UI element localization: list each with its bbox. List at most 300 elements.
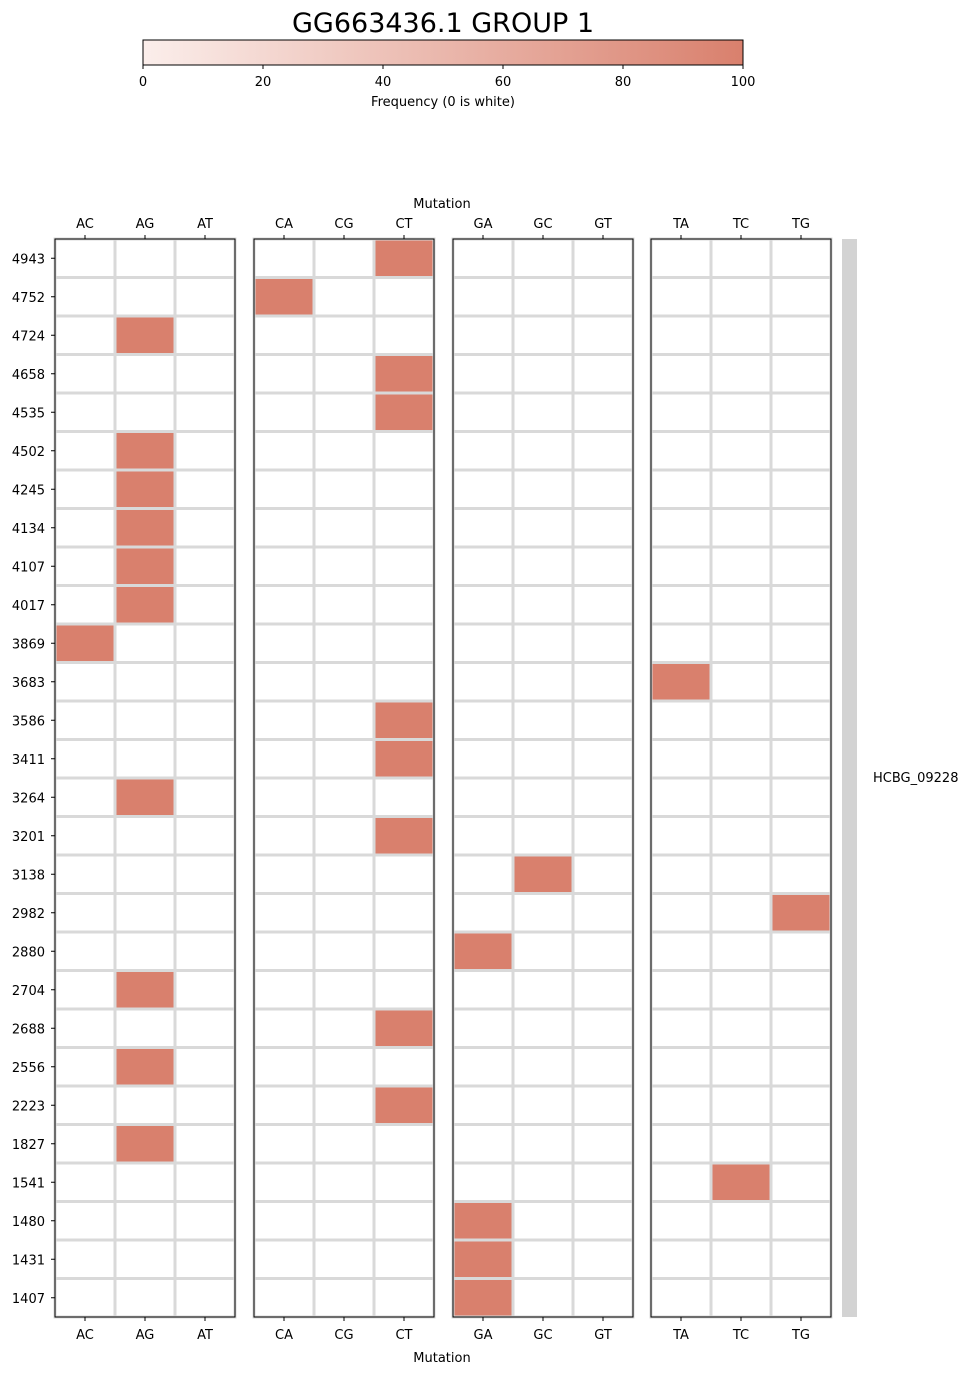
heatmap-cell <box>254 432 314 471</box>
heatmap-cell <box>651 355 711 394</box>
heatmap-cell <box>651 278 711 317</box>
column-label-top: AT <box>197 217 213 232</box>
heatmap-cell <box>453 701 513 740</box>
heatmap-cell <box>453 278 513 317</box>
heatmap-cell <box>453 1202 513 1241</box>
heatmap-cell <box>513 470 573 509</box>
heatmap-cell <box>175 470 235 509</box>
heatmap-cell <box>573 239 633 278</box>
row-label: 4107 <box>11 560 45 576</box>
heatmap-cell <box>254 971 314 1010</box>
heatmap-cell <box>771 470 831 509</box>
row-label: 4658 <box>11 367 45 383</box>
heatmap-cell <box>254 278 314 317</box>
heatmap-cell <box>711 1009 771 1048</box>
heatmap-cell <box>453 355 513 394</box>
heatmap-cell <box>453 470 513 509</box>
heatmap-cell <box>175 547 235 586</box>
heatmap-cell <box>55 932 115 971</box>
heatmap-cell <box>314 393 374 432</box>
column-label-bottom: CG <box>334 1328 354 1343</box>
column-label-bottom: AT <box>197 1328 213 1343</box>
heatmap-cell <box>453 1086 513 1125</box>
heatmap-cell <box>771 278 831 317</box>
heatmap-cell <box>175 316 235 355</box>
heatmap-cell <box>771 701 831 740</box>
column-label-top: AC <box>76 217 94 232</box>
heatmap-cell <box>115 1240 175 1279</box>
heatmap-cell <box>513 316 573 355</box>
heatmap-cell <box>115 1125 175 1164</box>
heatmap-cell <box>115 778 175 817</box>
heatmap-cell <box>55 278 115 317</box>
heatmap-cell <box>771 316 831 355</box>
heatmap-cell <box>513 932 573 971</box>
heatmap-cell <box>374 278 434 317</box>
heatmap-panel <box>651 217 831 1343</box>
heatmap-cell <box>513 778 573 817</box>
heatmap-cell <box>711 470 771 509</box>
heatmap-cell <box>513 1279 573 1318</box>
heatmap-cell <box>573 817 633 856</box>
heatmap-cell <box>513 1163 573 1202</box>
heatmap-cell <box>513 586 573 625</box>
heatmap-cell <box>513 701 573 740</box>
colorbar-ticks <box>139 65 756 90</box>
colorbar-tick-label: 60 <box>494 75 512 90</box>
heatmap-cell <box>314 1048 374 1087</box>
heatmap-cell <box>453 778 513 817</box>
heatmap-cell <box>453 663 513 702</box>
heatmap-cell <box>711 547 771 586</box>
heatmap-cell <box>314 316 374 355</box>
heatmap-cell <box>513 1202 573 1241</box>
heatmap-cell <box>513 1086 573 1125</box>
heatmap-cell <box>55 547 115 586</box>
heatmap-cell <box>55 1125 115 1164</box>
heatmap-cell <box>115 1279 175 1318</box>
column-label-top: GT <box>594 217 612 232</box>
heatmap-cell <box>254 1163 314 1202</box>
heatmap-cell <box>651 817 711 856</box>
heatmap-cell <box>374 1163 434 1202</box>
row-label: 1541 <box>11 1176 45 1192</box>
heatmap-cell <box>254 624 314 663</box>
side-annotation-bar <box>842 239 857 1317</box>
heatmap-cell <box>314 932 374 971</box>
heatmap-cell <box>573 509 633 548</box>
heatmap-cell <box>374 855 434 894</box>
heatmap-cell <box>453 624 513 663</box>
heatmap-cell <box>55 894 115 933</box>
heatmap-cell <box>453 1048 513 1087</box>
column-label-bottom: TC <box>732 1328 750 1343</box>
heatmap-cell <box>651 894 711 933</box>
heatmap-cell <box>55 1009 115 1048</box>
heatmap-cell <box>175 239 235 278</box>
heatmap-cell <box>711 778 771 817</box>
heatmap-cell <box>314 355 374 394</box>
heatmap-cell <box>651 1240 711 1279</box>
heatmap-cell <box>573 470 633 509</box>
heatmap-cell <box>771 432 831 471</box>
heatmap-cell <box>651 547 711 586</box>
heatmap-cell <box>175 393 235 432</box>
heatmap-cell <box>573 1125 633 1164</box>
heatmap-cell <box>453 393 513 432</box>
heatmap-cell <box>771 1163 831 1202</box>
heatmap-cell <box>651 932 711 971</box>
colorbar <box>139 40 756 110</box>
heatmap-cell <box>453 547 513 586</box>
heatmap-cell <box>374 239 434 278</box>
heatmap-cell <box>573 432 633 471</box>
heatmap-cell <box>314 1279 374 1318</box>
heatmap-cell <box>254 1279 314 1318</box>
column-label-bottom: GA <box>473 1328 493 1343</box>
heatmap-cell <box>374 1240 434 1279</box>
heatmap-cell <box>711 1202 771 1241</box>
heatmap-cell <box>513 1009 573 1048</box>
heatmap-cell <box>711 1048 771 1087</box>
heatmap-cell <box>175 1048 235 1087</box>
heatmap-cell <box>115 239 175 278</box>
heatmap-cell <box>573 1240 633 1279</box>
heatmap-cell <box>711 1086 771 1125</box>
heatmap-cell <box>711 663 771 702</box>
heatmap-cell <box>651 1163 711 1202</box>
heatmap-cell <box>573 663 633 702</box>
heatmap-cell <box>573 778 633 817</box>
heatmap-cell <box>771 1125 831 1164</box>
x-axis-label-top: Mutation <box>413 197 471 212</box>
heatmap-cell <box>651 1009 711 1048</box>
heatmap-cell <box>453 1240 513 1279</box>
colorbar-tick-label: 20 <box>254 75 272 90</box>
heatmap-cell <box>115 509 175 548</box>
heatmap-cell <box>374 509 434 548</box>
heatmap-cell <box>711 1240 771 1279</box>
heatmap-cell <box>573 855 633 894</box>
heatmap-cell <box>573 624 633 663</box>
column-label-top: CG <box>334 217 354 232</box>
heatmap-panel <box>453 217 633 1343</box>
heatmap-cell <box>374 701 434 740</box>
heatmap-cell <box>651 432 711 471</box>
heatmap-cell <box>771 932 831 971</box>
heatmap-cell <box>711 1163 771 1202</box>
heatmap-cell <box>374 393 434 432</box>
heatmap-cell <box>771 239 831 278</box>
heatmap-cell <box>254 393 314 432</box>
heatmap-cell <box>513 355 573 394</box>
heatmap-cell <box>175 817 235 856</box>
heatmap-cell <box>55 316 115 355</box>
heatmap-cell <box>115 932 175 971</box>
heatmap-cell <box>573 1086 633 1125</box>
row-label: 4943 <box>11 252 45 268</box>
heatmap-cell <box>573 316 633 355</box>
row-label: 1827 <box>11 1137 45 1153</box>
heatmap-panels <box>55 217 831 1343</box>
column-label-bottom: GT <box>594 1328 612 1343</box>
heatmap-cell <box>254 855 314 894</box>
heatmap-cell <box>771 663 831 702</box>
heatmap-cell <box>453 817 513 856</box>
heatmap-cell <box>651 470 711 509</box>
heatmap-cell <box>374 316 434 355</box>
row-label: 2880 <box>11 945 45 961</box>
column-label-top: GC <box>533 217 553 232</box>
heatmap-cell <box>374 1202 434 1241</box>
heatmap-cell <box>651 971 711 1010</box>
heatmap-cell <box>55 1048 115 1087</box>
row-label: 2688 <box>11 1022 45 1038</box>
heatmap-cell <box>175 740 235 779</box>
heatmap-cell <box>573 971 633 1010</box>
heatmap-cell <box>175 971 235 1010</box>
heatmap-cell <box>651 1086 711 1125</box>
heatmap-cell <box>254 586 314 625</box>
row-label: 1480 <box>11 1214 45 1230</box>
heatmap-cell <box>771 778 831 817</box>
heatmap-cell <box>374 1048 434 1087</box>
heatmap-cell <box>453 894 513 933</box>
heatmap-cell <box>55 1240 115 1279</box>
heatmap-cell <box>55 778 115 817</box>
heatmap-cell <box>513 855 573 894</box>
column-label-bottom: AC <box>76 1328 94 1343</box>
heatmap-cell <box>115 470 175 509</box>
heatmap-cell <box>374 586 434 625</box>
heatmap-cell <box>771 586 831 625</box>
heatmap-cell <box>115 971 175 1010</box>
heatmap-cell <box>175 932 235 971</box>
heatmap-cell <box>254 1009 314 1048</box>
heatmap-cell <box>711 316 771 355</box>
row-label: 4724 <box>11 329 45 345</box>
heatmap-cell <box>453 740 513 779</box>
heatmap-cell <box>175 701 235 740</box>
heatmap-cell <box>711 278 771 317</box>
heatmap-cell <box>573 547 633 586</box>
heatmap-cell <box>453 1279 513 1318</box>
row-label: 4535 <box>11 406 45 422</box>
heatmap-cell <box>771 1086 831 1125</box>
heatmap-cell <box>175 1279 235 1318</box>
heatmap-cell <box>254 1048 314 1087</box>
heatmap-cell <box>374 1009 434 1048</box>
heatmap-cell <box>513 971 573 1010</box>
row-label: 4134 <box>11 521 45 537</box>
heatmap-cell <box>175 586 235 625</box>
heatmap-cell <box>453 316 513 355</box>
heatmap-cell <box>771 1240 831 1279</box>
heatmap-cell <box>374 547 434 586</box>
heatmap-cell <box>314 663 374 702</box>
heatmap-cell <box>314 1125 374 1164</box>
row-label: 3683 <box>11 675 45 691</box>
heatmap-cell <box>453 855 513 894</box>
row-label: 4752 <box>11 290 45 306</box>
heatmap-cell <box>573 1009 633 1048</box>
heatmap-cell <box>513 624 573 663</box>
heatmap-cell <box>374 778 434 817</box>
heatmap-cell <box>55 1086 115 1125</box>
heatmap-cell <box>374 1086 434 1125</box>
heatmap-cell <box>771 1048 831 1087</box>
heatmap-cell <box>513 1048 573 1087</box>
heatmap-cell <box>314 894 374 933</box>
heatmap-cell <box>115 547 175 586</box>
heatmap-cell <box>55 586 115 625</box>
heatmap-cell <box>711 393 771 432</box>
heatmap-cell <box>651 1125 711 1164</box>
heatmap-cell <box>513 894 573 933</box>
chart-title: GG663436.1 GROUP 1 <box>292 8 594 39</box>
heatmap-cell <box>771 855 831 894</box>
heatmap-cell <box>711 1279 771 1318</box>
heatmap-cell <box>254 316 314 355</box>
heatmap-cell <box>771 1009 831 1048</box>
heatmap-cell <box>115 817 175 856</box>
heatmap-cell <box>175 432 235 471</box>
heatmap-cell <box>55 432 115 471</box>
column-label-bottom: AG <box>135 1328 155 1343</box>
heatmap-cell <box>374 740 434 779</box>
heatmap-cell <box>55 855 115 894</box>
colorbar-gradient <box>143 40 743 65</box>
heatmap-cell <box>254 817 314 856</box>
heatmap-cell <box>115 432 175 471</box>
heatmap-cell <box>711 817 771 856</box>
heatmap-cell <box>573 278 633 317</box>
heatmap-cell <box>374 894 434 933</box>
heatmap-cell <box>115 894 175 933</box>
heatmap-cell <box>453 932 513 971</box>
heatmap-cell <box>513 393 573 432</box>
heatmap-cell <box>314 239 374 278</box>
heatmap-cell <box>771 624 831 663</box>
heatmap-cell <box>513 432 573 471</box>
row-label: 2223 <box>11 1099 45 1115</box>
row-label: 4245 <box>11 483 45 499</box>
heatmap-cell <box>711 509 771 548</box>
heatmap-cell <box>254 1240 314 1279</box>
row-label: 2704 <box>11 983 45 999</box>
heatmap-cell <box>513 1125 573 1164</box>
heatmap-cell <box>573 740 633 779</box>
heatmap-cell <box>573 393 633 432</box>
heatmap-cell <box>651 663 711 702</box>
heatmap-cell <box>711 894 771 933</box>
heatmap-cell <box>175 509 235 548</box>
heatmap-cell <box>175 355 235 394</box>
heatmap-cell <box>254 701 314 740</box>
heatmap-cell <box>651 1048 711 1087</box>
row-label: 4502 <box>11 444 45 460</box>
heatmap-cell <box>175 855 235 894</box>
heatmap-cell <box>254 547 314 586</box>
heatmap-cell <box>513 547 573 586</box>
heatmap-cell <box>115 1202 175 1241</box>
column-label-top: GA <box>473 217 493 232</box>
heatmap-cell <box>374 932 434 971</box>
heatmap-cell <box>314 855 374 894</box>
heatmap-cell <box>175 1202 235 1241</box>
heatmap-cell <box>55 1202 115 1241</box>
heatmap-cell <box>314 586 374 625</box>
heatmap-cell <box>314 547 374 586</box>
heatmap-cell <box>55 701 115 740</box>
heatmap-cell <box>254 239 314 278</box>
heatmap-cell <box>771 393 831 432</box>
heatmap-cell <box>314 278 374 317</box>
heatmap-cell <box>254 663 314 702</box>
side-annotation-label: HCBG_09228 <box>873 771 959 786</box>
heatmap-cell <box>453 509 513 548</box>
heatmap-cell <box>55 817 115 856</box>
heatmap-cell <box>254 740 314 779</box>
heatmap-cell <box>115 624 175 663</box>
heatmap-cell <box>115 278 175 317</box>
heatmap-cell <box>651 509 711 548</box>
heatmap-cell <box>254 355 314 394</box>
heatmap-cell <box>55 1279 115 1318</box>
heatmap-cell <box>573 586 633 625</box>
heatmap-cell <box>573 1279 633 1318</box>
heatmap-cell <box>453 586 513 625</box>
heatmap-cell <box>55 393 115 432</box>
heatmap-cell <box>374 470 434 509</box>
heatmap-cell <box>711 932 771 971</box>
heatmap-cell <box>175 1163 235 1202</box>
heatmap-cell <box>711 701 771 740</box>
heatmap-cell <box>175 624 235 663</box>
column-label-bottom: TA <box>673 1328 689 1343</box>
colorbar-tick-label: 40 <box>374 75 392 90</box>
heatmap-cell <box>175 1240 235 1279</box>
heatmap-cell <box>573 1202 633 1241</box>
heatmap-cell <box>314 971 374 1010</box>
heatmap-cell <box>513 509 573 548</box>
heatmap-cell <box>771 740 831 779</box>
heatmap-cell <box>115 1009 175 1048</box>
heatmap-cell <box>513 740 573 779</box>
heatmap-cell <box>711 432 771 471</box>
heatmap-cell <box>453 1125 513 1164</box>
heatmap-cell <box>651 624 711 663</box>
heatmap-cell <box>513 663 573 702</box>
heatmap-cell <box>374 971 434 1010</box>
heatmap-cell <box>314 470 374 509</box>
heatmap-cell <box>711 355 771 394</box>
heatmap-cell <box>55 663 115 702</box>
heatmap-cell <box>651 1279 711 1318</box>
heatmap-cell <box>374 1279 434 1318</box>
column-label-top: TA <box>673 217 689 232</box>
heatmap-cell <box>254 1125 314 1164</box>
heatmap-cell <box>573 932 633 971</box>
heatmap-cell <box>175 1125 235 1164</box>
column-label-top: TG <box>791 217 811 232</box>
column-label-top: CA <box>275 217 293 232</box>
heatmap-cell <box>573 701 633 740</box>
heatmap-cell <box>175 894 235 933</box>
heatmap-cell <box>314 817 374 856</box>
heatmap-cell <box>711 239 771 278</box>
heatmap-cell <box>651 701 711 740</box>
